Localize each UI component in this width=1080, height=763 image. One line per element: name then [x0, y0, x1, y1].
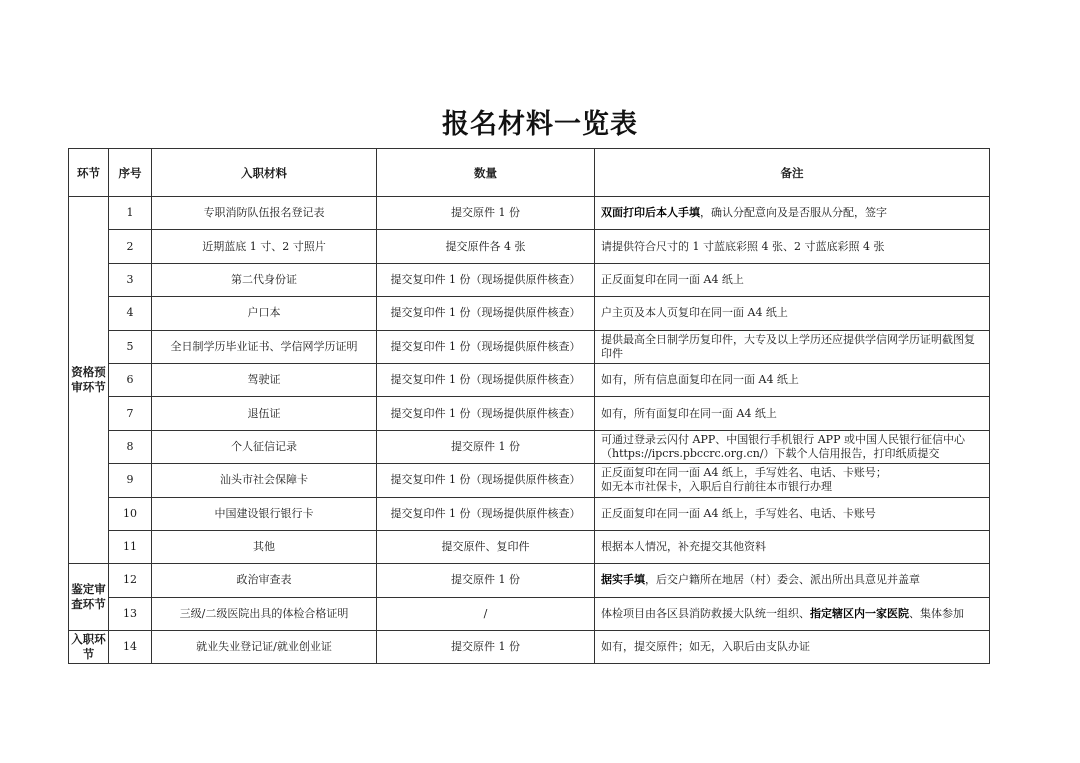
row-quantity: 提交原件 1 份 — [377, 430, 595, 463]
row-quantity: 提交复印件 1 份（现场提供原件核查） — [377, 397, 595, 430]
row-no: 8 — [109, 430, 152, 463]
row-material: 三级/二级医院出具的体检合格证明 — [152, 597, 377, 630]
row-quantity: / — [377, 597, 595, 630]
table-header-row — [69, 149, 990, 197]
table-row — [69, 497, 990, 530]
row-no: 1 — [109, 197, 152, 230]
table-row — [69, 631, 990, 664]
row-note: 正反面复印在同一面 A4 纸上，手写姓名、电话、卡账号 — [595, 497, 990, 530]
row-material: 专职消防队伍报名登记表 — [152, 197, 377, 230]
note-text-tail: 、集体参加 — [909, 606, 964, 620]
row-note: 提供最高全日制学历复印件，大专及以上学历还应提供学信网学历证明截图复印件 — [595, 330, 990, 363]
row-material: 近期蓝底 1 寸、2 寸照片 — [152, 230, 377, 263]
header-stage: 环节 — [69, 149, 109, 197]
row-note — [595, 564, 990, 597]
row-quantity: 提交复印件 1 份（现场提供原件核查） — [377, 363, 595, 396]
row-quantity: 提交复印件 1 份（现场提供原件核查） — [377, 297, 595, 330]
row-material: 全日制学历毕业证书、学信网学历证明 — [152, 330, 377, 363]
row-no: 4 — [109, 297, 152, 330]
row-no: 10 — [109, 497, 152, 530]
row-quantity: 提交复印件 1 份（现场提供原件核查） — [377, 497, 595, 530]
table-row — [69, 564, 990, 597]
note-text-line2: 如无本市社保卡，入职后自行前往本市银行办理 — [601, 480, 832, 494]
row-no: 5 — [109, 330, 152, 363]
header-quantity: 数量 — [377, 149, 595, 197]
row-no: 14 — [109, 631, 152, 664]
row-no: 13 — [109, 597, 152, 630]
row-no: 7 — [109, 397, 152, 430]
row-no: 12 — [109, 564, 152, 597]
row-quantity: 提交复印件 1 份（现场提供原件核查） — [377, 330, 595, 363]
table-row — [69, 430, 990, 463]
row-quantity: 提交原件 1 份 — [377, 631, 595, 664]
row-material: 驾驶证 — [152, 363, 377, 396]
table-row — [69, 330, 990, 363]
row-no: 6 — [109, 363, 152, 396]
stage-cell: 资格预审环节 — [69, 197, 109, 564]
row-quantity: 提交原件 1 份 — [377, 564, 595, 597]
row-material: 户口本 — [152, 297, 377, 330]
row-material: 就业失业登记证/就业创业证 — [152, 631, 377, 664]
row-quantity: 提交原件、复印件 — [377, 530, 595, 563]
row-quantity: 提交复印件 1 份（现场提供原件核查） — [377, 464, 595, 497]
table-row — [69, 230, 990, 263]
note-text: 正反面复印在同一面 A4 纸上，手写姓名、电话、卡账号； — [601, 466, 887, 480]
row-material: 退伍证 — [152, 397, 377, 430]
page-title: 报名材料一览表 — [442, 109, 638, 140]
row-note: 户主页及本人页复印在同一面 A4 纸上 — [595, 297, 990, 330]
note-text: 体检项目由各区县消防救援大队统一组织、 — [601, 606, 810, 620]
table-row — [69, 597, 990, 630]
row-note: 如有，提交原件；如无，入职后由支队办证 — [595, 631, 990, 664]
note-text: ，后交户籍所在地居（村）委会、派出所出具意见并盖章 — [645, 573, 920, 587]
row-material: 其他 — [152, 530, 377, 563]
row-note: 正反面复印在同一面 A4 纸上 — [595, 263, 990, 296]
header-note: 备注 — [595, 149, 990, 197]
row-note: 如有，所有面复印在同一面 A4 纸上 — [595, 397, 990, 430]
row-quantity: 提交原件各 4 张 — [377, 230, 595, 263]
stage-cell: 鉴定审查环节 — [69, 564, 109, 631]
materials-table — [68, 148, 990, 664]
row-note — [595, 597, 990, 630]
row-note — [595, 197, 990, 230]
row-material: 个人征信记录 — [152, 430, 377, 463]
row-no: 2 — [109, 230, 152, 263]
row-note: 请提供符合尺寸的 1 寸蓝底彩照 4 张、2 寸蓝底彩照 4 张 — [595, 230, 990, 263]
row-quantity: 提交复印件 1 份（现场提供原件核查） — [377, 263, 595, 296]
header-no: 序号 — [109, 149, 152, 197]
table-row — [69, 363, 990, 396]
table-row — [69, 397, 990, 430]
table-row — [69, 530, 990, 563]
row-note: 根据本人情况，补充提交其他资料 — [595, 530, 990, 563]
table-row — [69, 197, 990, 230]
row-material: 中国建设银行银行卡 — [152, 497, 377, 530]
header-material: 入职材料 — [152, 149, 377, 197]
note-emphasis: 据实手填 — [601, 573, 645, 587]
row-no: 11 — [109, 530, 152, 563]
row-material: 汕头市社会保障卡 — [152, 464, 377, 497]
note-emphasis: 双面打印后本人手填 — [601, 206, 700, 220]
row-note: 如有，所有信息面复印在同一面 A4 纸上 — [595, 363, 990, 396]
note-text: ，确认分配意向及是否服从分配，签字 — [700, 206, 887, 220]
table-row — [69, 464, 990, 497]
table-row — [69, 263, 990, 296]
row-quantity: 提交原件 1 份 — [377, 197, 595, 230]
row-note: 可通过登录云闪付 APP、中国银行手机银行 APP 或中国人民银行征信中心（https://ipcrs.pbccrc.org.cn/）下载个人信用报告，打印纸质提交 — [595, 430, 990, 463]
note-emphasis: 指定辖区内一家医院 — [810, 606, 909, 620]
row-no: 3 — [109, 263, 152, 296]
stage-cell: 入职环节 — [69, 631, 109, 664]
row-no: 9 — [109, 464, 152, 497]
row-note — [595, 464, 990, 497]
row-material: 第二代身份证 — [152, 263, 377, 296]
table-row — [69, 297, 990, 330]
row-material: 政治审查表 — [152, 564, 377, 597]
